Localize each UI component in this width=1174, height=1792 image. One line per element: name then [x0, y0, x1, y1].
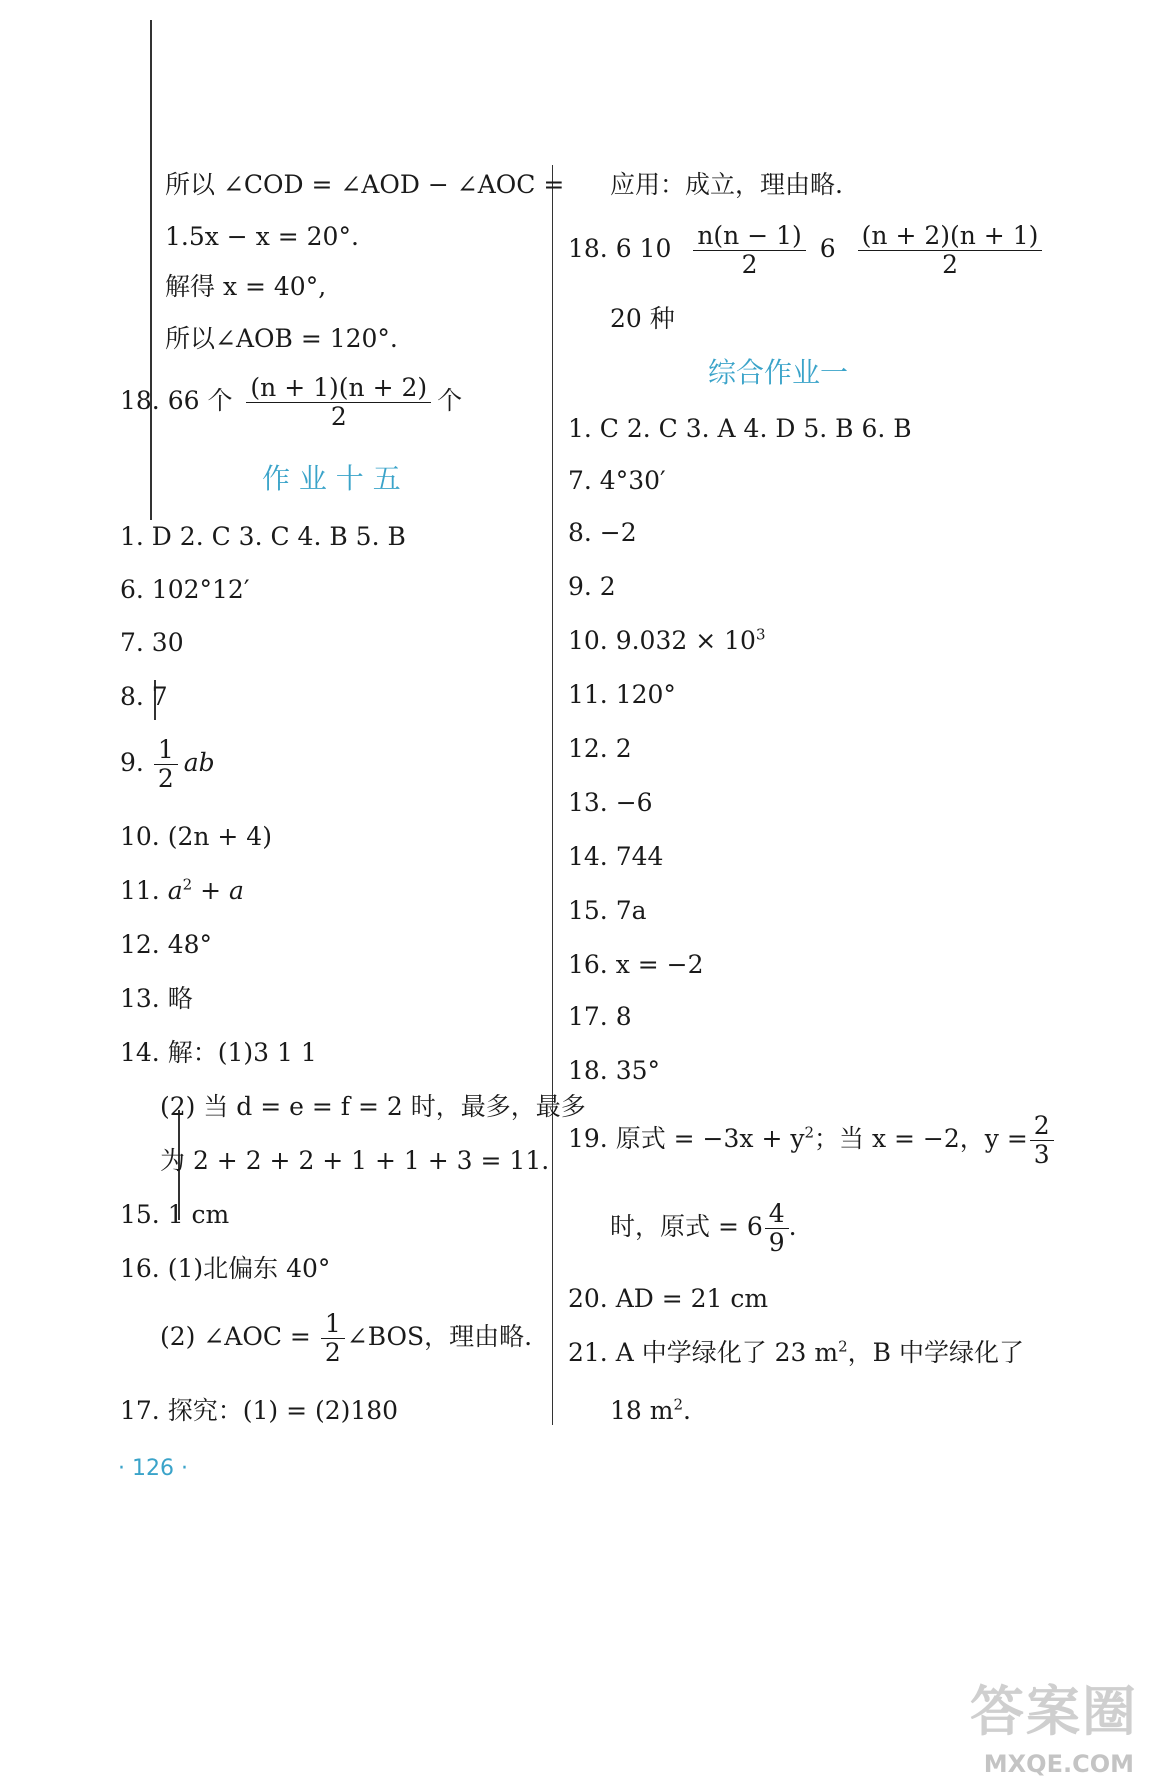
- answer-11: 11. $a^2 + a$: [120, 875, 244, 905]
- answer-16-part2: (2) ∠AOC = $\frac{1}{2}$ ∠BOS，理由略.: [160, 1309, 533, 1367]
- comp-answer-12: 12. 2: [568, 734, 632, 763]
- fraction: $\frac{4}{9}$: [765, 1200, 789, 1257]
- comp-answer-1-6: 1. C 2. C 3. A 4. D 5. B 6. B: [568, 414, 912, 443]
- fraction: $\frac{n(n - 1)}{2}$: [693, 222, 805, 279]
- fraction: $\frac{1}{2}$: [154, 736, 178, 793]
- answer-18-right-part2: 20 种: [610, 304, 675, 333]
- fraction: $\frac{(n + 1)(n + 2)}{2}$: [246, 374, 431, 431]
- fraction: $\frac{2}{3}$: [1030, 1112, 1054, 1169]
- watermark-logo: 答案圈: [970, 1680, 1138, 1743]
- answer-8: 8. 7: [120, 682, 168, 711]
- comp-answer-21: 21. A 中学绿化了 23 $m^2$，B 中学绿化了: [568, 1337, 1024, 1367]
- comp-answer-15: 15. 7a: [568, 896, 647, 925]
- answer-1-5: 1. D 2. C 3. C 4. B 5. B: [120, 522, 406, 551]
- fraction: $\frac{(n + 2)(n + 1)}{2}$: [858, 222, 1043, 279]
- fraction: $\frac{1}{2}$: [321, 1310, 345, 1367]
- comp-answer-9: 9. 2: [568, 572, 616, 601]
- answer-16: 16. (1)北偏东 40°: [120, 1254, 331, 1283]
- comp-answer-20: 20. AD = 21 cm: [568, 1284, 769, 1313]
- comp-answer-11: 11. 120°: [568, 680, 676, 709]
- column-divider: [552, 165, 553, 1425]
- left-line-2: 1.5x − x = 20°.: [165, 222, 359, 251]
- answer-7: 7. 30: [120, 628, 184, 657]
- left-line-1: 所以 ∠COD = ∠AOD − ∠AOC =: [165, 170, 565, 199]
- left-line-3: 解得 x = 40°,: [165, 272, 327, 301]
- comp-answer-14: 14. 744: [568, 842, 664, 871]
- section-heading-comprehensive-1: 综合作业一: [708, 356, 849, 389]
- comp-answer-7: 7. 4°30′: [568, 466, 666, 495]
- comp-answer-13: 13. −6: [568, 788, 653, 817]
- answer-18-right: 18. 6 10 $\frac{n(n - 1)}{2}$ 6 $\frac{(n + 2)(n + 1)}{2}$: [568, 222, 1048, 279]
- answer-14: 14. 解：(1)3 1 1: [120, 1038, 317, 1067]
- answer-15: 15. 1 cm: [120, 1200, 230, 1229]
- page-number: · 126 ·: [118, 1456, 188, 1481]
- answer-14-part2: (2) 当 d = e = f = 2 时，最多，最多: [160, 1092, 586, 1121]
- comp-answer-18: 18. 35°: [568, 1056, 661, 1085]
- comp-answer-8: 8. −2: [568, 518, 637, 547]
- comp-answer-19-part2: 时，原式 = 6 $\frac{4}{9}$ .: [610, 1199, 797, 1257]
- watermark-url: MXQE.COM: [983, 1750, 1134, 1778]
- answer-13: 13. 略: [120, 984, 193, 1013]
- answer-6: 6. 102°12′: [120, 575, 250, 604]
- right-line-1: 应用：成立，理由略.: [610, 170, 843, 199]
- left-line-4: 所以∠AOB = 120°.: [165, 324, 398, 353]
- comp-answer-10: 10. $9.032 \times 10^3$: [568, 625, 766, 655]
- answer-14-part3: 为 2 + 2 + 2 + 1 + 1 + 3 = 11.: [160, 1146, 550, 1175]
- answer-9: 9. $\frac{1}{2}$ ab: [120, 735, 215, 793]
- left-margin-rule: [150, 20, 152, 520]
- answer-18-left: 18. 66 个 $\frac{(n + 1)(n + 2)}{2}$ 个: [120, 373, 463, 431]
- section-heading-15: 作 业 十 五: [262, 462, 401, 495]
- comp-answer-21-part2: 18 $m^2$.: [610, 1395, 691, 1425]
- comp-answer-17: 17. 8: [568, 1002, 632, 1031]
- comp-answer-16: 16. x = −2: [568, 950, 704, 979]
- answer-10: 10. (2n + 4): [120, 822, 272, 851]
- answer-17: 17. 探究：(1) = (2)180: [120, 1396, 399, 1425]
- answer-12: 12. 48°: [120, 930, 213, 959]
- comp-answer-19: 19. 原式 = $-3x + y^2$；当 x = −2，y = $\frac{2}{3}$: [568, 1112, 1054, 1169]
